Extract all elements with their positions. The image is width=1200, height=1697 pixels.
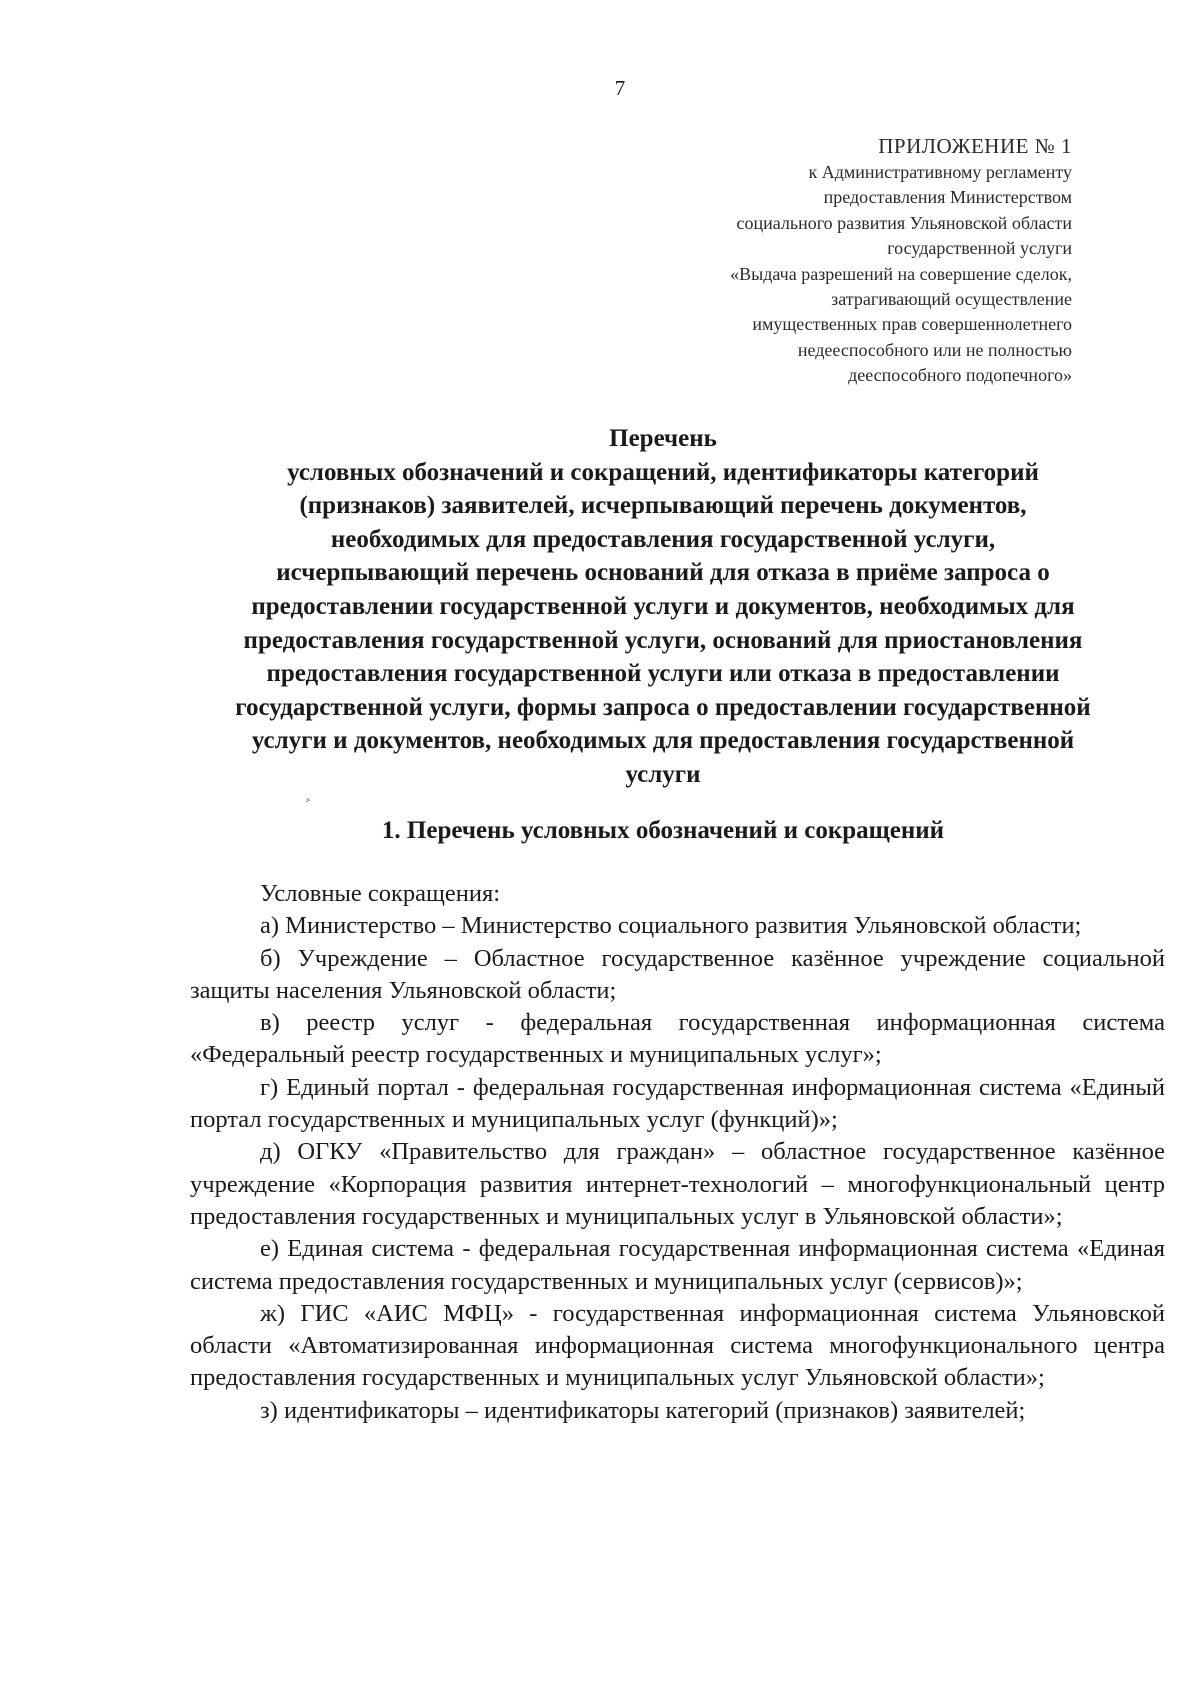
appendix-header <box>512 132 1072 389</box>
list-item: в) реестр услуг - федеральная государственная информационная система «Федеральный реестр государственных и муниципальных услуг»; <box>190 1009 1165 1069</box>
title-line: предоставлении государственной услуги и документов, необходимых для <box>251 592 1075 620</box>
list-intro: Условные сокращения: <box>260 880 501 907</box>
appendix-line: имущественных прав совершеннолетнего <box>752 314 1072 335</box>
title-line: Перечень <box>609 425 717 452</box>
appendix-line: затрагивающий осуществление <box>831 289 1072 310</box>
list-item: б) Учреждение – Областное государственное казённое учреждение социальной защиты населения Ульяновской области; <box>190 944 1165 1004</box>
title-line: предоставления государственной услуги или отказа в предоставлении <box>266 660 1060 688</box>
appendix-line: предоставления Министерством <box>823 187 1072 208</box>
appendix-line: недееспособного или не полностью <box>797 339 1072 360</box>
title-line: необходимых для предоставления государственной услуги, <box>330 525 996 553</box>
list-item: г) Единый портал - федеральная государственная информационная система «Единый портал государственных и муниципальных услуг (функций)»; <box>190 1073 1165 1134</box>
abbreviations-list <box>190 878 1165 1427</box>
document-title <box>178 422 1148 792</box>
list-item: з) идентификаторы – идентификаторы категорий (признаков) заявителей; <box>260 1396 1026 1424</box>
title-line: (признаков) заявителей, исчерпывающий перечень документов, <box>299 492 1027 520</box>
title-line: исчерпывающий перечень оснований для отказа в приёме запроса о <box>276 559 1050 587</box>
appendix-line: социального развития Ульяновской области <box>736 212 1072 233</box>
appendix-line: дееспособного подопечного» <box>848 365 1072 386</box>
appendix-line: государственной услуги <box>887 238 1072 259</box>
appendix-line: «Выдача разрешений на совершение сделок, <box>730 263 1072 284</box>
title-line: условных обозначений и сокращений, идентификаторы категорий <box>287 458 1039 486</box>
list-item: д) ОГКУ «Правительство для граждан» – областное государственное казённое учреждение «Корпорация развития интернет-технологий – многофункциональный центр предоставления государственных и муниципальных услуг в Ульяновской области»; <box>190 1138 1165 1230</box>
scan-artifact: ⸗ <box>306 792 310 806</box>
title-line: услуги и документов, необходимых для предоставления государственной <box>251 727 1075 755</box>
title-line: предоставления государственной услуги, оснований для приостановления <box>243 626 1083 654</box>
list-item: а) Министерство – Министерство социального развития Ульяновской области; <box>260 912 1082 940</box>
title-line: государственной услуги, формы запроса о предоставлении государственной <box>235 693 1091 721</box>
list-item: ж) ГИС «АИС МФЦ» - государственная информационная система Ульяновской области «Автоматизированная информационная система многофункционального центра предоставления государственных и муниципальных услуг Ульяновской области»; <box>190 1299 1165 1392</box>
appendix-line: к Административному регламенту <box>808 162 1072 182</box>
appendix-title: ПРИЛОЖЕНИЕ № 1 <box>878 134 1072 158</box>
title-line: услуги <box>625 760 701 788</box>
list-item: е) Единая система - федеральная государственная информационная система «Единая система предоставления государственных и муниципальных услуг (сервисов)»; <box>190 1235 1165 1295</box>
page-number: 7 <box>614 76 626 100</box>
section-heading: 1. Перечень условных обозначений и сокращений <box>381 817 945 844</box>
